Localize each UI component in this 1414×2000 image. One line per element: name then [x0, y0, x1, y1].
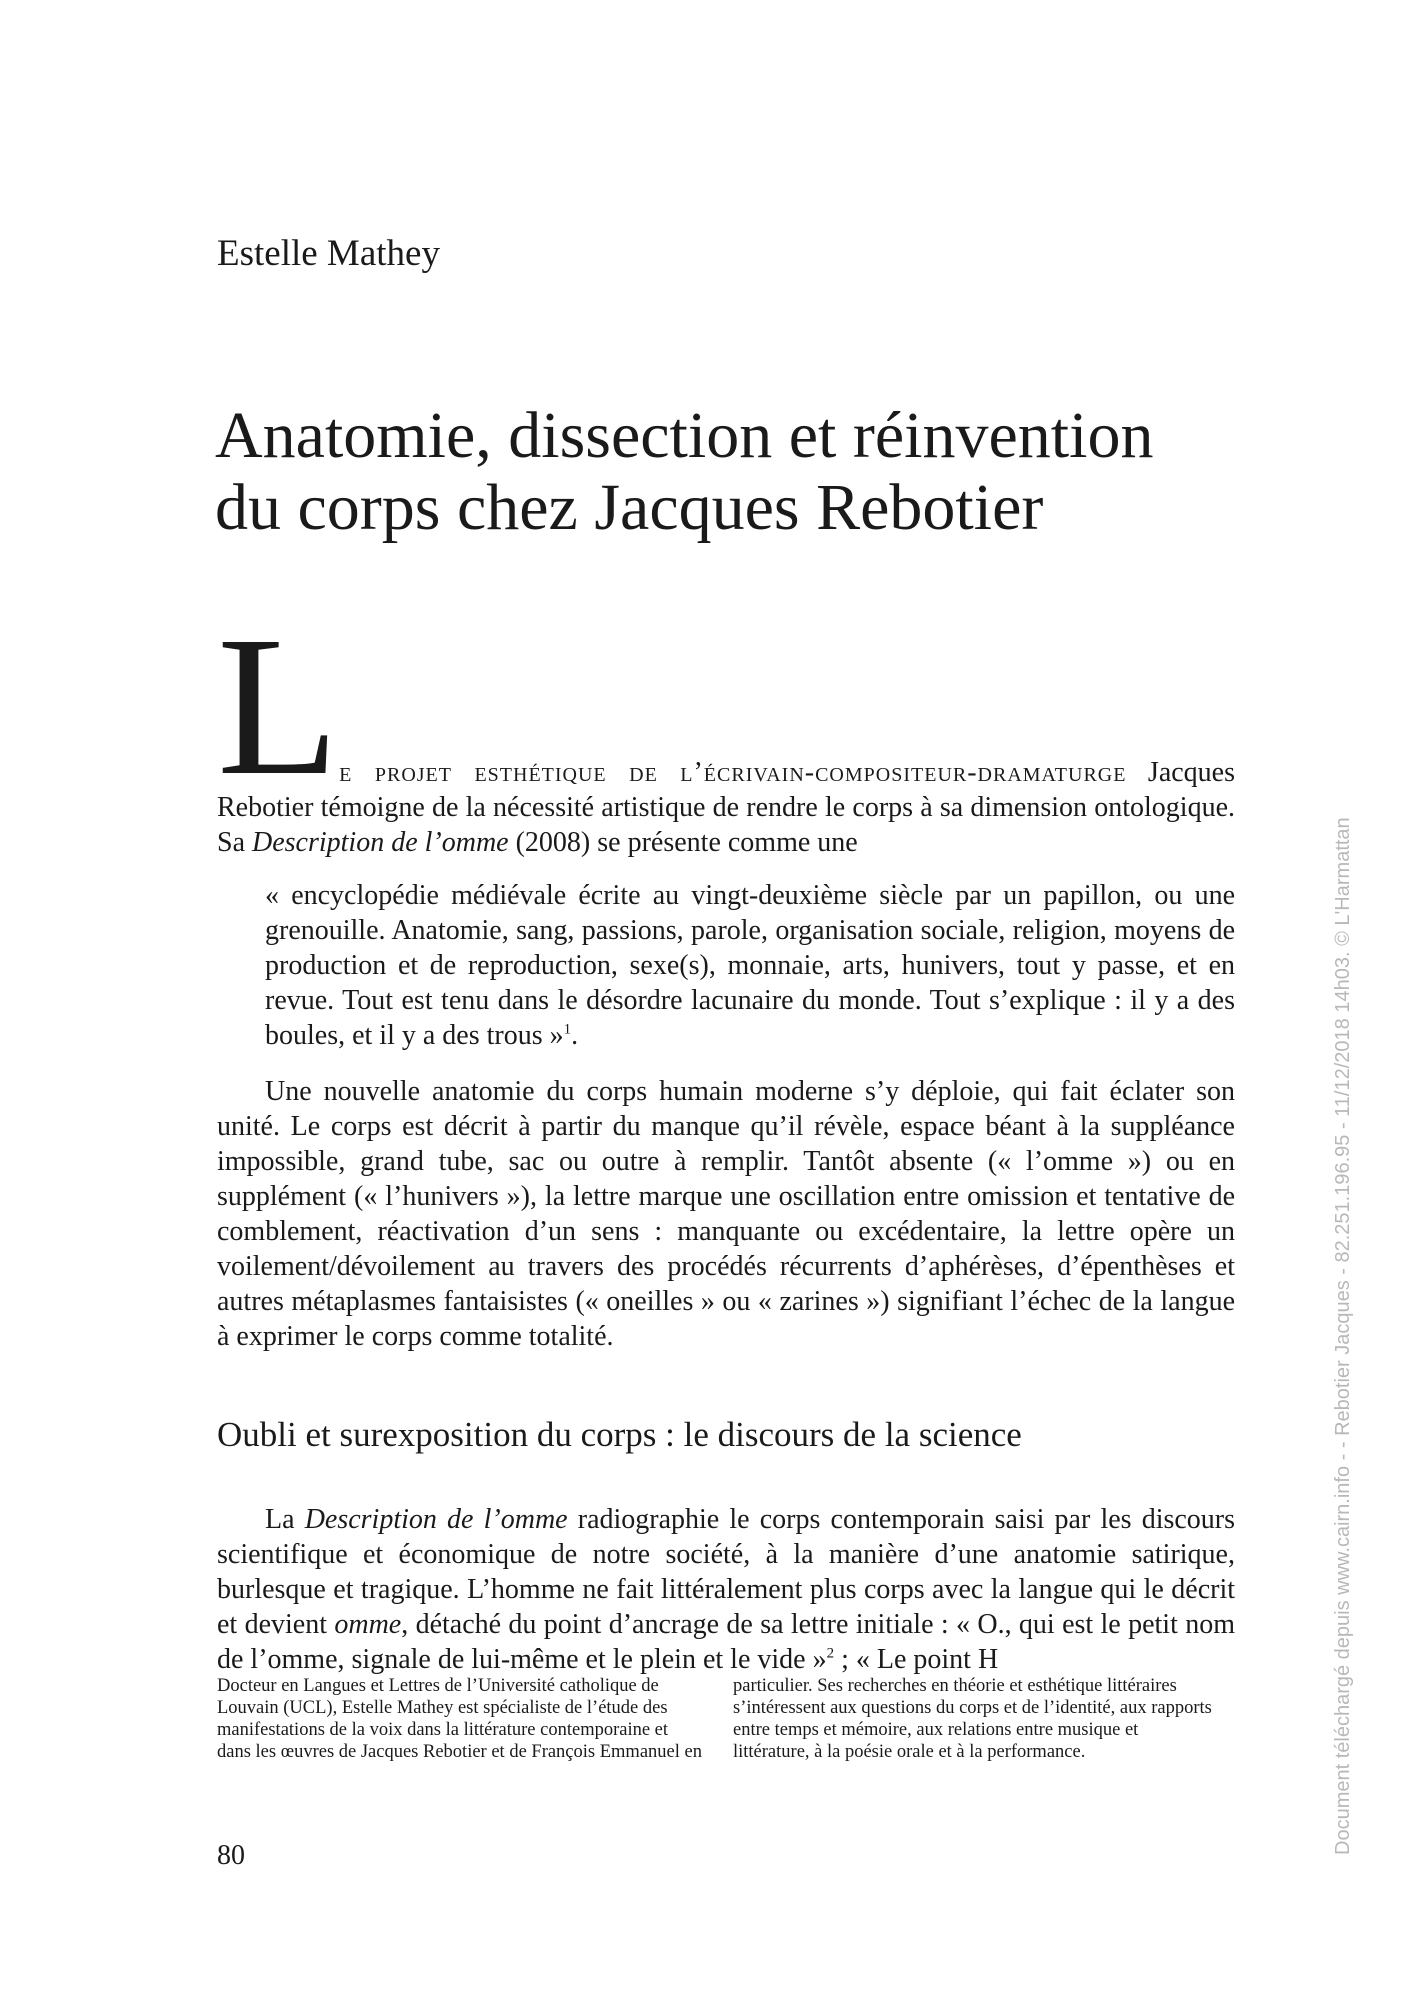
footnote-marker-2[interactable]: 2 [826, 1645, 835, 1662]
p3-italic-2: omme [334, 1609, 402, 1640]
intro-text-1: Jacques Rebotier témoigne de la nécessité artistique de rendre le corps à sa dimension ontologique. Sa [217, 757, 1236, 858]
author-bio-left: Docteur en Langues et Lettres de l’Université catholique de Louvain (UCL), Estelle Mathey est spécialiste de l’étude des manifestations de la voix dans la littérature contemporaine et dans les œuvres de Jacques Rebotier et de François Emmanuel en [217, 1676, 702, 1762]
p3-text-b: radiographie le corps contemporain saisi par les discours scientifique et économique de notre société, à la manière d’une anatomie satirique, burlesque et tragique. L’homme ne fait littéralement plus corps avec la langue qui le décrit et devient [217, 1504, 1236, 1640]
p3-text-d: ; « Le point H [834, 1644, 999, 1675]
drop-cap: L [217, 596, 336, 817]
title-line-1: Anatomie, dissection et réinvention [215, 399, 1154, 472]
p3-text-c: , détaché du point d’ancrage de sa lettre initiale : « O., qui est le petit nom de l’omme, signale de lui-même et le plein et le vide » [217, 1609, 1235, 1675]
quote-text: « encyclopédie médiévale écrite au vingt-deuxième siècle par un papillon, ou une grenouille. Anatomie, sang, passions, parole, organisation sociale, religion, moyens de production et de reproduction, sexe(s), monnaie, arts, hunivers, tout y passe, et en revue. Tout est tenu dans le désordre lacunaire du monde. Tout s’explique : il y a des boules, et il y a des trous » [265, 880, 1235, 1051]
intro-text-2: (2008) se présente comme une [508, 827, 858, 858]
block-quote [217, 878, 1235, 1053]
article-title [215, 400, 1215, 544]
page-number: 80 [217, 1840, 245, 1871]
author-name: Estelle Mathey [217, 233, 440, 274]
footnote-marker-1[interactable]: 1 [563, 1021, 572, 1038]
p3-text-a: La [265, 1504, 305, 1535]
intro-smallcaps: e projet esthétique de l’écrivain-compositeur-dramaturge [339, 757, 1127, 788]
book-title-italic: Description de l’omme [252, 827, 509, 858]
title-line-2: du corps chez Jacques Rebotier [215, 471, 1044, 544]
quote-end: . [571, 1020, 579, 1051]
paragraph-3 [217, 1502, 1235, 1677]
paragraph-2: Une nouvelle anatomie du corps humain moderne s’y déploie, qui fait éclater son unité. Le corps est décrit à partir du manque qu’il révèle, espace béant à la suppléance impossible, grand tube, sac ou outre à remplir. Tantôt absente (« l’omme ») ou en supplément (« l’hunivers »), la lettre marque une oscillation entre omission et tentative de comblement, réactivation d’un sens : manquante ou excédentaire, la lettre opère un voilement/dévoilement au travers des procédés récurrents d’aphérèses, d’épenthèses et autres métaplasmes fantaisistes (« oneilles » ou « zarines ») signifiant l’échec de la langue à exprimer le corps comme totalité. [217, 1076, 1235, 1352]
section-heading: Oubli et surexposition du corps : le discours de la science [217, 1415, 1022, 1454]
author-bio-right: particulier. Ses recherches en théorie et esthétique littéraires s’intéressent aux questions du corps et de l’identité, aux rapports entre temps et mémoire, aux relations entre musique et littérature, à la poésie orale et à la performance. [733, 1676, 1212, 1762]
intro-paragraph [217, 596, 1236, 860]
p3-italic-1: Description de l’omme [304, 1504, 568, 1535]
download-watermark: Document téléchargé depuis www.cairn.info - - Rebotier Jacques - 82.251.196.95 - 11/12/2018 14h03. © L'Harmattan [1332, 817, 1354, 1855]
